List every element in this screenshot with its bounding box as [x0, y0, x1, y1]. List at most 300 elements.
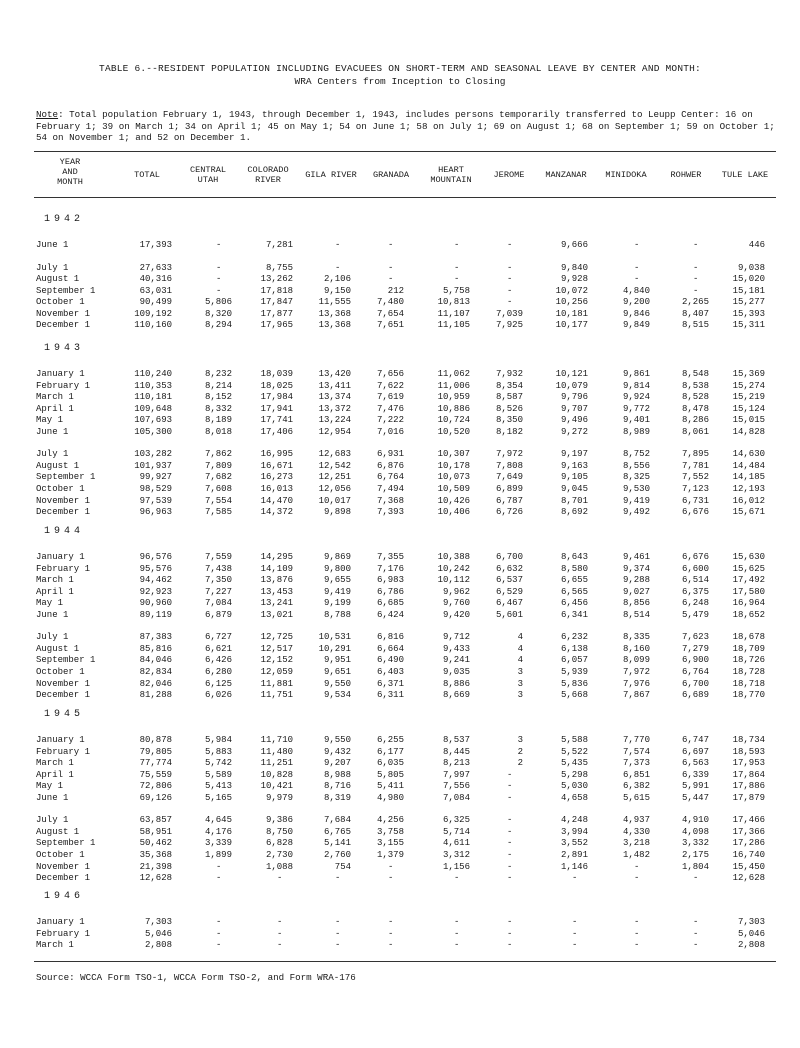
table-cell: - [693, 873, 699, 884]
year-heading: 1946 [44, 891, 85, 902]
table-cell: 15,671 [732, 507, 765, 518]
table-cell: 5,141 [323, 838, 351, 849]
table-cell: 3,218 [622, 838, 650, 849]
table-cell: 7,438 [204, 563, 232, 574]
table-cell: 2,730 [265, 849, 293, 860]
table-cell: 6,563 [681, 758, 709, 769]
table-cell: 14,185 [732, 472, 765, 483]
table-cell: 14,828 [732, 426, 765, 437]
table-cell: 7,867 [622, 690, 650, 701]
table-cell: 7,623 [681, 632, 709, 643]
table-cell: 90,499 [139, 297, 172, 308]
table-cell: 6,529 [495, 586, 523, 597]
table-cell: 7,574 [622, 746, 650, 757]
table-cell: 9,461 [622, 552, 650, 562]
table-cell: 4,645 [204, 815, 232, 826]
table-cell: 110,181 [134, 392, 172, 403]
table-cell: 69,126 [139, 792, 172, 803]
table-cell: - [454, 940, 460, 951]
table-cell: 9,530 [622, 483, 650, 494]
table-cell: 18,652 [732, 609, 765, 620]
table-cell: 10,291 [318, 643, 351, 654]
column-header: COLORADO RIVER [247, 165, 289, 185]
table-cell: 10,178 [437, 460, 470, 471]
table-cell: 4,098 [681, 826, 709, 837]
table-cell: 99,927 [139, 472, 172, 483]
table-cell: 35,368 [139, 849, 172, 860]
table-cell: 6,248 [681, 598, 709, 609]
table-cell: 5,939 [560, 666, 588, 677]
table-cell: 8,750 [265, 826, 293, 837]
table-cell: - [388, 940, 394, 951]
note-label: Note [36, 109, 59, 120]
table-cell: - [634, 873, 640, 884]
table-cell: - [634, 928, 640, 939]
row-month-label: November 1 [36, 495, 91, 506]
table-cell: 11,751 [260, 690, 293, 701]
table-cell: 8,788 [323, 609, 351, 620]
table-cell: 110,353 [134, 380, 172, 391]
row-month-label: May 1 [36, 415, 64, 426]
table-cell: 7,084 [204, 598, 232, 609]
row-month-label: March 1 [36, 575, 74, 586]
table-cell: 7,279 [681, 643, 709, 654]
table-cell: 2,891 [560, 849, 588, 860]
table-cell: 9,951 [323, 655, 351, 666]
table-cell: 5,805 [376, 769, 404, 780]
table-cell: 9,979 [265, 792, 293, 803]
table-cell: 2,760 [323, 849, 351, 860]
table-cell: 15,630 [732, 552, 765, 562]
table-cell: 6,764 [376, 472, 404, 483]
table-cell: 8,350 [495, 415, 523, 426]
table-cell: 8,755 [265, 262, 293, 273]
table-cell: 5,806 [204, 297, 232, 308]
table-subtitle: WRA Centers from Inception to Closing [294, 76, 506, 87]
table-cell: 4 [517, 643, 523, 654]
table-cell: 3,758 [376, 826, 404, 837]
table-cell: - [216, 262, 222, 273]
table-cell: 8,988 [323, 769, 351, 780]
table-cell: 10,813 [437, 297, 470, 308]
table-cell: 2,175 [681, 849, 709, 860]
row-month-label: January 1 [36, 552, 85, 562]
table-cell: - [507, 928, 513, 939]
table-cell: 75,559 [139, 769, 172, 780]
table-cell: 6,565 [560, 586, 588, 597]
table-cell: - [634, 940, 640, 951]
table-cell: 7,373 [622, 758, 650, 769]
table-cell: 5,836 [560, 678, 588, 689]
table-cell: 18,718 [732, 678, 765, 689]
table-cell: 13,262 [260, 274, 293, 285]
table-cell: - [388, 262, 394, 273]
table-cell: 9,496 [560, 415, 588, 426]
table-cell: 92,923 [139, 586, 172, 597]
table-title: TABLE 6.--RESIDENT POPULATION INCLUDING EVACUEES ON SHORT-TERM AND SEASONAL LEAVE BY CENTER AND MONTH: [99, 63, 701, 74]
table-cell: 8,319 [323, 792, 351, 803]
table-cell: 17,741 [260, 415, 293, 426]
row-month-label: October 1 [36, 297, 85, 308]
table-cell: 2,265 [681, 297, 709, 308]
table-cell: 8,580 [560, 563, 588, 574]
row-month-label: November 1 [36, 861, 91, 872]
table-cell: 21,398 [139, 861, 172, 872]
table-cell: 9,419 [622, 495, 650, 506]
table-note [36, 109, 776, 144]
table-cell: 7,972 [495, 449, 523, 460]
table-cell: 7,227 [204, 586, 232, 597]
table-cell: 9,550 [323, 735, 351, 745]
table-cell: 8,189 [204, 415, 232, 426]
table-cell: 5,668 [560, 690, 588, 701]
table-cell: 9,433 [442, 643, 470, 654]
table-cell: 7,651 [376, 320, 404, 331]
table-cell: 7,895 [681, 449, 709, 460]
table-cell: - [335, 240, 341, 250]
table-cell: 7,281 [265, 240, 293, 250]
row-month-label: December 1 [36, 690, 91, 701]
table-cell: 12,193 [732, 483, 765, 494]
table-cell: 8,989 [622, 426, 650, 437]
table-cell: - [507, 826, 513, 837]
table-cell: 5,742 [204, 758, 232, 769]
table-cell: 6,456 [560, 598, 588, 609]
column-header: MINIDOKA [605, 170, 647, 180]
table-cell: 3,155 [376, 838, 404, 849]
row-month-label: February 1 [36, 928, 91, 939]
row-month-label: July 1 [36, 262, 69, 273]
table-cell: - [216, 928, 222, 939]
table-cell: 14,484 [732, 460, 765, 471]
table-cell: 8,018 [204, 426, 232, 437]
table-cell: - [693, 274, 699, 285]
table-cell: 2,106 [323, 274, 351, 285]
table-cell: 82,834 [139, 666, 172, 677]
table-cell: 14,630 [732, 449, 765, 460]
row-month-label: November 1 [36, 308, 91, 319]
table-cell: 9,796 [560, 392, 588, 403]
table-cell: 7,654 [376, 308, 404, 319]
table-cell: - [335, 928, 341, 939]
table-cell: 8,669 [442, 690, 470, 701]
table-cell: 9,432 [323, 746, 351, 757]
table-cell: 9,712 [442, 632, 470, 643]
table-cell: 63,031 [139, 285, 172, 296]
table-cell: 13,411 [318, 380, 351, 391]
table-cell: 6,816 [376, 632, 404, 643]
table-cell: - [507, 781, 513, 792]
table-cell: 6,697 [681, 746, 709, 757]
table-cell: 17,492 [732, 575, 765, 586]
row-month-label: December 1 [36, 873, 91, 884]
table-cell: 12,628 [732, 873, 765, 884]
table-cell: 15,369 [732, 369, 765, 379]
table-cell: 109,648 [134, 403, 172, 414]
table-cell: 12,683 [318, 449, 351, 460]
table-cell: 10,181 [555, 308, 588, 319]
row-month-label: April 1 [36, 769, 74, 780]
table-cell: 18,709 [732, 643, 765, 654]
table-cell: 16,740 [732, 849, 765, 860]
table-cell: 7,552 [681, 472, 709, 483]
table-cell: - [454, 262, 460, 273]
table-cell: 87,383 [139, 632, 172, 643]
table-cell: 12,152 [260, 655, 293, 666]
table-cell: 84,046 [139, 655, 172, 666]
table-cell: 5,435 [560, 758, 588, 769]
column-header: CENTRAL UTAH [189, 165, 227, 185]
table-cell: 5,588 [560, 735, 588, 745]
table-cell: 7,997 [442, 769, 470, 780]
table-cell: 15,311 [732, 320, 765, 331]
table-cell: 8,716 [323, 781, 351, 792]
table-cell: 14,295 [260, 552, 293, 562]
table-cell: 17,580 [732, 586, 765, 597]
table-cell: 6,057 [560, 655, 588, 666]
table-cell: 17,393 [139, 240, 172, 250]
table-cell: 9,550 [323, 678, 351, 689]
table-cell: 3,552 [560, 838, 588, 849]
table-cell: 17,864 [732, 769, 765, 780]
table-cell: 8,886 [442, 678, 470, 689]
table-cell: 8,556 [622, 460, 650, 471]
table-cell: 8,528 [681, 392, 709, 403]
table-cell: 7,303 [144, 917, 172, 927]
table-cell: 10,421 [260, 781, 293, 792]
table-cell: 10,828 [260, 769, 293, 780]
table-cell: 4,840 [622, 285, 650, 296]
table-cell: - [388, 928, 394, 939]
table-cell: - [507, 297, 513, 308]
table-cell: - [572, 928, 578, 939]
table-cell: 13,368 [318, 320, 351, 331]
table-cell: 8,537 [442, 735, 470, 745]
table-cell: 5,758 [442, 285, 470, 296]
table-cell: 7,123 [681, 483, 709, 494]
table-cell: 9,760 [442, 598, 470, 609]
row-month-label: September 1 [36, 655, 96, 666]
table-cell: 8,526 [495, 403, 523, 414]
table-cell: 12,517 [260, 643, 293, 654]
table-cell: 85,816 [139, 643, 172, 654]
table-cell: 17,879 [732, 792, 765, 803]
table-cell: 7,622 [376, 380, 404, 391]
table-cell: 110,240 [134, 369, 172, 379]
table-cell: 8,182 [495, 426, 523, 437]
table-cell: - [388, 861, 394, 872]
table-cell: 79,805 [139, 746, 172, 757]
table-cell: 8,214 [204, 380, 232, 391]
table-cell: 9,492 [622, 507, 650, 518]
table-cell: 6,676 [681, 507, 709, 518]
table-cell: 8,643 [560, 552, 588, 562]
table-cell: 6,664 [376, 643, 404, 654]
table-cell: 14,109 [260, 563, 293, 574]
row-month-label: June 1 [36, 609, 69, 620]
row-month-label: March 1 [36, 758, 74, 769]
table-cell: 5,411 [376, 781, 404, 792]
table-cell: 9,846 [622, 308, 650, 319]
table-cell: 15,219 [732, 392, 765, 403]
table-cell: - [216, 240, 222, 250]
table-cell: 6,371 [376, 678, 404, 689]
table-cell: 103,282 [134, 449, 172, 460]
table-cell: 81,288 [139, 690, 172, 701]
table-cell: - [507, 792, 513, 803]
table-cell: 7,684 [323, 815, 351, 826]
table-cell: 5,601 [495, 609, 523, 620]
table-cell: 6,280 [204, 666, 232, 677]
row-month-label: July 1 [36, 815, 69, 826]
table-cell: 7,303 [737, 917, 765, 927]
table-cell: 72,806 [139, 781, 172, 792]
table-cell: 5,046 [144, 928, 172, 939]
table-cell: 15,124 [732, 403, 765, 414]
row-month-label: May 1 [36, 598, 64, 609]
table-cell: 3,994 [560, 826, 588, 837]
table-cell: 9,207 [323, 758, 351, 769]
table-cell: 7,809 [204, 460, 232, 471]
table-cell: 17,886 [732, 781, 765, 792]
table-cell: 8,538 [681, 380, 709, 391]
table-cell: 18,678 [732, 632, 765, 643]
table-cell: 18,025 [260, 380, 293, 391]
table-cell: 9,027 [622, 586, 650, 597]
table-cell: 7,781 [681, 460, 709, 471]
table-cell: 97,539 [139, 495, 172, 506]
table-cell: - [693, 928, 699, 939]
table-cell: - [572, 917, 578, 927]
table-cell: 27,633 [139, 262, 172, 273]
table-cell: 13,453 [260, 586, 293, 597]
table-cell: 10,531 [318, 632, 351, 643]
table-cell: 12,628 [139, 873, 172, 884]
table-cell: 10,079 [555, 380, 588, 391]
table-cell: 6,375 [681, 586, 709, 597]
table-cell: - [507, 274, 513, 285]
table-cell: - [388, 240, 394, 250]
table-cell: 9,200 [622, 297, 650, 308]
table-cell: 6,726 [495, 507, 523, 518]
table-cell: - [454, 240, 460, 250]
table-cell: 77,774 [139, 758, 172, 769]
table-cell: - [388, 873, 394, 884]
table-cell: 9,419 [323, 586, 351, 597]
table-cell: 7,656 [376, 369, 404, 379]
column-header: HEART MOUNTAIN [430, 165, 472, 185]
table-cell: 2,808 [144, 940, 172, 951]
table-cell: 446 [748, 240, 765, 250]
table-cell: 6,311 [376, 690, 404, 701]
table-cell: 9,534 [323, 690, 351, 701]
table-cell: 8,445 [442, 746, 470, 757]
table-cell: 6,655 [560, 575, 588, 586]
table-cell: 15,020 [732, 274, 765, 285]
table-cell: 9,814 [622, 380, 650, 391]
table-cell: - [216, 873, 222, 884]
table-cell: 5,991 [681, 781, 709, 792]
table-cell: 8,294 [204, 320, 232, 331]
table-cell: 2 [517, 758, 523, 769]
table-cell: 8,232 [204, 369, 232, 379]
table-cell: 11,710 [260, 735, 293, 745]
table-cell: - [216, 285, 222, 296]
table-cell: 4,256 [376, 815, 404, 826]
table-cell: 9,849 [622, 320, 650, 331]
table-cell: 6,325 [442, 815, 470, 826]
table-cell: 9,272 [560, 426, 588, 437]
table-cell: 6,339 [681, 769, 709, 780]
table-cell: - [507, 815, 513, 826]
column-header: GRANADA [372, 170, 410, 180]
table-cell: 8,407 [681, 308, 709, 319]
table-cell: 50,462 [139, 838, 172, 849]
row-month-label: April 1 [36, 586, 74, 597]
table-cell: 9,241 [442, 655, 470, 666]
table-cell: - [634, 917, 640, 927]
row-month-label: August 1 [36, 460, 80, 471]
table-cell: 6,341 [560, 609, 588, 620]
table-cell: 6,787 [495, 495, 523, 506]
table-cell: 5,522 [560, 746, 588, 757]
table-cell: 9,898 [323, 507, 351, 518]
table-cell: 6,700 [495, 552, 523, 562]
table-cell: 6,514 [681, 575, 709, 586]
row-month-label: September 1 [36, 472, 96, 483]
table-cell: 7,480 [376, 297, 404, 308]
row-month-label: May 1 [36, 781, 64, 792]
table-cell: 105,300 [134, 426, 172, 437]
table-cell: - [216, 940, 222, 951]
table-cell: 6,490 [376, 655, 404, 666]
table-cell: 15,277 [732, 297, 765, 308]
table-cell: 6,232 [560, 632, 588, 643]
table-cell: 6,426 [204, 655, 232, 666]
table-cell: 9,401 [622, 415, 650, 426]
table-cell: 94,462 [139, 575, 172, 586]
table-cell: 6,467 [495, 598, 523, 609]
table-cell: 8,856 [622, 598, 650, 609]
table-cell: 8,354 [495, 380, 523, 391]
table-cell: 6,876 [376, 460, 404, 471]
table-cell: 8,515 [681, 320, 709, 331]
table-cell: 10,520 [437, 426, 470, 437]
table-cell: - [216, 917, 222, 927]
table-cell: 58,951 [139, 826, 172, 837]
table-cell: 4,980 [376, 792, 404, 803]
table-cell: 11,555 [318, 297, 351, 308]
table-cell: 7,176 [376, 563, 404, 574]
table-cell: 82,046 [139, 678, 172, 689]
table-cell: 5,030 [560, 781, 588, 792]
table-cell: 7,476 [376, 403, 404, 414]
table-cell: 9,288 [622, 575, 650, 586]
table-cell: 3,312 [442, 849, 470, 860]
row-month-label: June 1 [36, 426, 69, 437]
table-cell: 13,241 [260, 598, 293, 609]
table-cell: - [507, 838, 513, 849]
table-cell: 8,335 [622, 632, 650, 643]
table-cell: 7,608 [204, 483, 232, 494]
table-cell: 3 [517, 666, 523, 677]
table-cell: - [507, 861, 513, 872]
table-cell: 6,731 [681, 495, 709, 506]
table-cell: 7,222 [376, 415, 404, 426]
table-cell: 6,676 [681, 552, 709, 562]
table-cell: 10,959 [437, 392, 470, 403]
table-cell: 6,685 [376, 598, 404, 609]
